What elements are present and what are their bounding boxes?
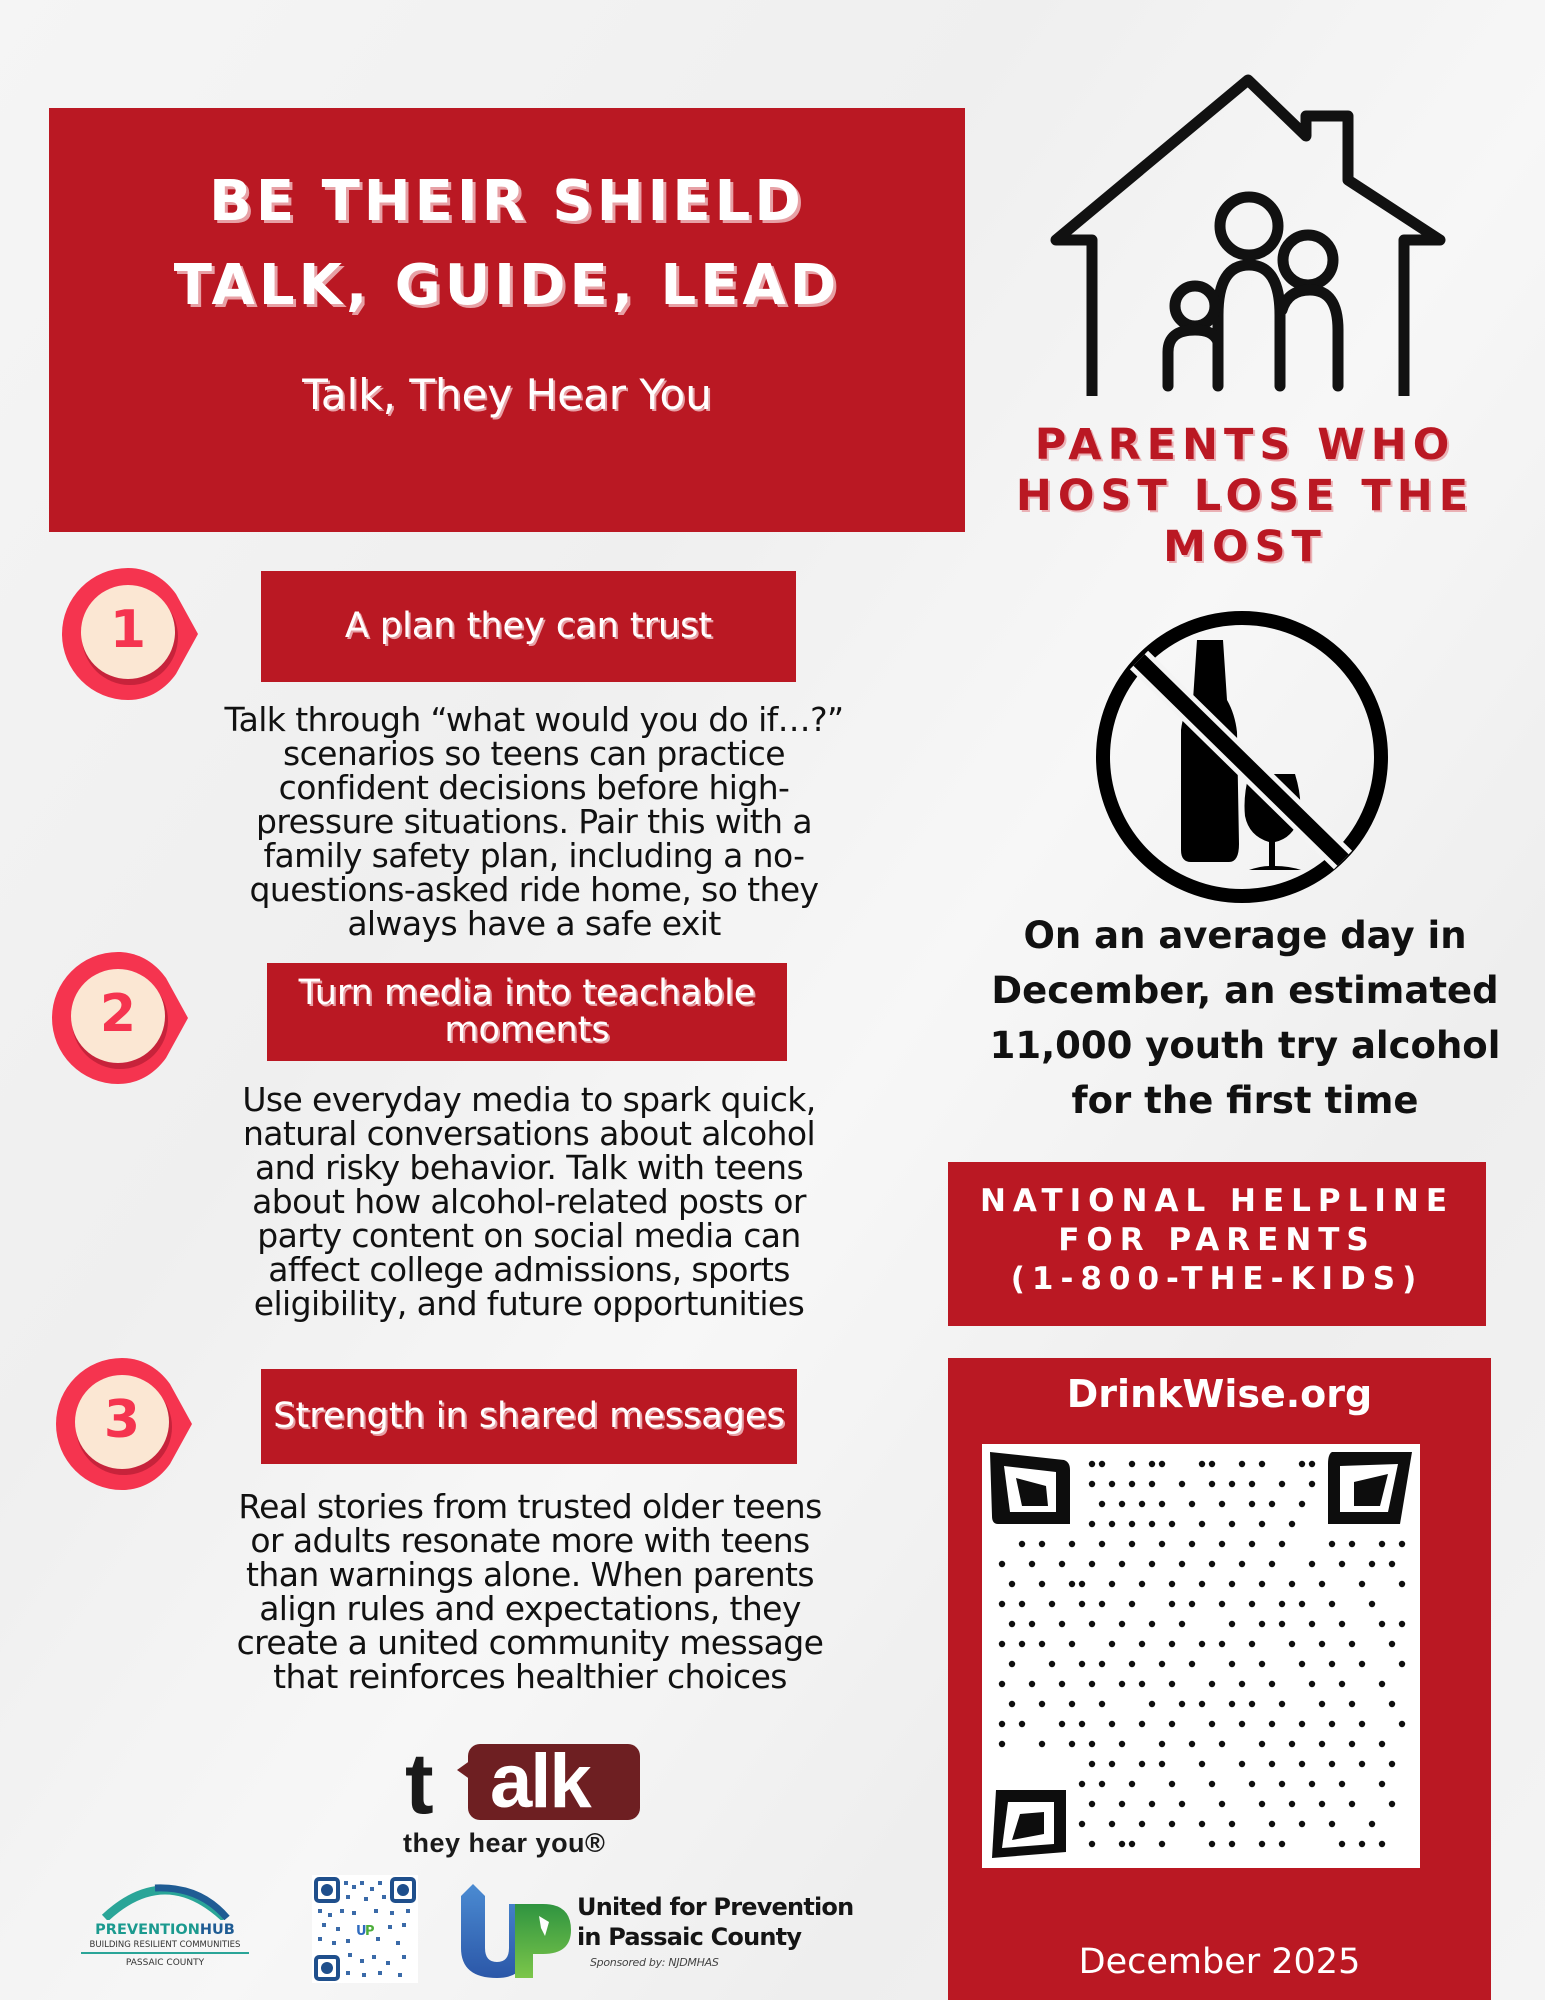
talk-bubble: alk (468, 1744, 640, 1820)
hero-title-line2: TALK, GUIDE, LEAD (173, 253, 841, 318)
up-name (577, 1892, 853, 1952)
svg-text:U: U (356, 1924, 367, 1939)
hero-title-line1: BE THEIR SHIELD (209, 169, 805, 234)
step-number: 2 (99, 984, 137, 1044)
step-2-body: Use everyday media to spark quick, natural conversations about alcohol and risky behavior. Talk with teens about how alcohol-related posts or party content on social media can affect college admissions, sports eligibility, and future opportunities (242, 1080, 816, 1323)
drinkwise-link[interactable]: DrinkWise.org (1066, 1372, 1373, 1416)
up-qr-code[interactable] (312, 1875, 418, 1983)
step-number: 1 (109, 600, 147, 660)
step-2-number-badge (52, 950, 192, 1090)
step-2-heading: Turn media into teachable moments (267, 963, 787, 1061)
talk-tagline: they hear you® (403, 1828, 606, 1858)
family-house-icon (1048, 70, 1448, 396)
speech-tail-icon (457, 1760, 471, 1780)
step-1-number-badge (62, 566, 202, 706)
talk-t-letter: t (405, 1736, 434, 1832)
hub-name (75, 1922, 255, 1938)
up-name-line1: United for Prevention (577, 1893, 854, 1921)
step-1-body: Talk through “what would you do if…?” scenarios so teens can practice confident decisions before high-pressure situations. Pair this with a family safety plan, including a no-questions-asked ride home, so they always have a safe exit (224, 700, 844, 943)
qr-code-icon (312, 1875, 418, 1983)
date-label: December 2025 (1078, 1942, 1361, 1982)
step-number: 3 (103, 1390, 141, 1450)
up-sponsor: Sponsored by: NJDMHAS (590, 1956, 719, 1969)
drinkwise-qr-code[interactable] (982, 1444, 1420, 1868)
hero-banner (49, 108, 965, 532)
prevention-hub-logo (75, 1880, 255, 1990)
alcohol-statistic: On an average day in December, an estimated 11,000 youth try alcohol for the first time (989, 914, 1501, 1122)
united-for-prevention-logo (457, 1882, 857, 1992)
talk-they-hear-you-logo (403, 1736, 643, 1862)
arch-icon (95, 1880, 235, 1920)
no-alcohol-icon (1089, 604, 1395, 910)
step-3-body: Real stories from trusted older teens or adults resonate more with teens than warnings alone. When parents align rules and expectations, they create a united community message that reinforces healthier choices (236, 1487, 824, 1696)
helpline-phone[interactable]: (1-800-THE-KIDS) (1010, 1261, 1424, 1297)
drinkwise-panel (948, 1358, 1491, 2000)
helpline-box[interactable] (948, 1162, 1486, 1326)
up-monogram-icon (457, 1882, 575, 1982)
parents-who-host-callout: PARENTS WHO HOST LOSE THE MOST (1015, 420, 1475, 572)
up-name-line2: in Passaic County (577, 1923, 802, 1951)
qr-code-icon (982, 1444, 1420, 1868)
hero-subtitle: Talk, They Hear You (302, 370, 712, 419)
hub-name-part1: PREVENTION (95, 1922, 200, 1938)
hub-name-part2: HUB (199, 1922, 235, 1938)
step-3-number-badge (56, 1356, 196, 1496)
step-1-heading: A plan they can trust (261, 571, 796, 682)
helpline-line1: NATIONAL HELPLINE (979, 1183, 1455, 1219)
step-3-heading: Strength in shared messages (261, 1369, 797, 1464)
hub-county: PASSAIC COUNTY (125, 1958, 205, 1968)
helpline-line2: FOR PARENTS (1058, 1222, 1376, 1258)
hub-tagline: BUILDING RESILIENT COMMUNITIES (81, 1940, 249, 1954)
svg-text:P: P (365, 1924, 375, 1939)
